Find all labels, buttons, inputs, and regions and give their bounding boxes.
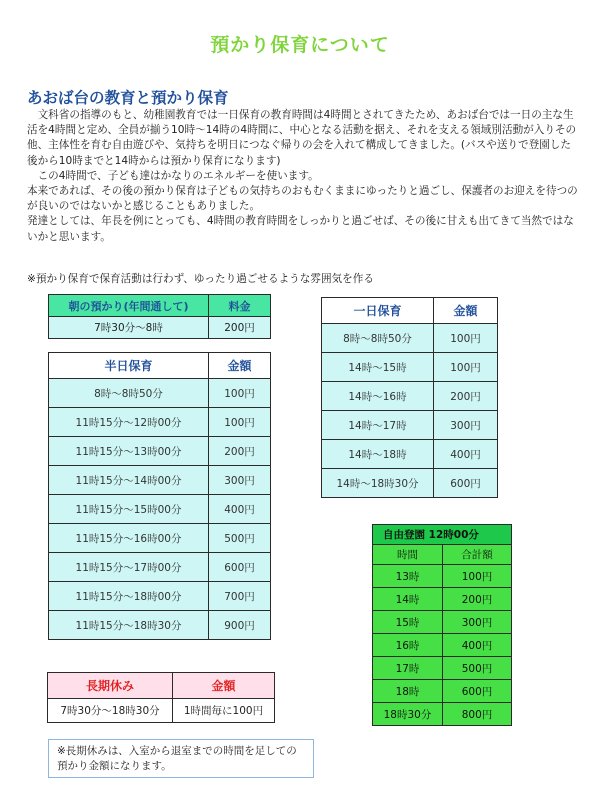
note-bottom: ※長期休みは、入室から退室までの時間を足しての預かり金額になります。 [48, 739, 314, 778]
table-header-cell: 料金 [209, 295, 271, 317]
table-cell-time: 14時〜16時 [322, 382, 434, 411]
table-cell-time: 17時 [373, 657, 443, 680]
table-cell-time: 18時30分 [373, 703, 443, 726]
table-cell-price: 100円 [443, 565, 512, 588]
table-row [322, 469, 498, 498]
table-cell-time: 14時〜15時 [322, 353, 434, 382]
table-header-row [373, 545, 512, 565]
free-attendance-table [372, 524, 512, 726]
table-row [373, 680, 512, 703]
table-cell-time: 11時15分〜16時00分 [49, 524, 209, 553]
morning-care-table [48, 294, 271, 339]
table-cell-price: 600円 [434, 469, 498, 498]
table-header-cell: 時間 [373, 545, 443, 565]
full-day-table [321, 297, 498, 498]
table-header-cell: 朝の預かり(年間通して) [49, 295, 209, 317]
table-row [373, 657, 512, 680]
table-header-cell: 一日保育 [322, 298, 434, 324]
table-row [49, 408, 271, 437]
table-cell-price: 700円 [209, 582, 271, 611]
table-row [373, 565, 512, 588]
table-row [373, 588, 512, 611]
intro-paragraph: 本来であれば、その後の預かり保育は子どもの気持ちのおもむくままにゆったりと過ごし、保護者のお迎えを待つのが良いのではないかと感じることもありました。 [27, 185, 578, 213]
table-header-row [48, 673, 275, 699]
table-row [49, 466, 271, 495]
table-header-cell: 金額 [434, 298, 498, 324]
table-cell-price: 400円 [434, 440, 498, 469]
table-cell-price: 200円 [443, 588, 512, 611]
table-cell-price: 300円 [434, 411, 498, 440]
table-cell-time: 11時15分〜18時00分 [49, 582, 209, 611]
table-cell-price: 600円 [209, 553, 271, 582]
table-row [373, 703, 512, 726]
table-row [322, 440, 498, 469]
table-cell-time: 15時 [373, 611, 443, 634]
table-cell-price: 800円 [443, 703, 512, 726]
table-row [49, 495, 271, 524]
table-header-row [49, 353, 271, 379]
table-cell-time: 11時15分〜18時30分 [49, 611, 209, 640]
table-cell-time: 7時30分〜8時 [49, 317, 209, 339]
section-heading: あおば台の教育と預かり保育 [27, 89, 229, 107]
table-cell-price: 100円 [434, 324, 498, 353]
table-cell-time: 11時15分〜12時00分 [49, 408, 209, 437]
table-row [49, 582, 271, 611]
intro-text [27, 108, 580, 245]
table-row [49, 553, 271, 582]
table-header-row [322, 298, 498, 324]
table-cell-time: 14時〜18時30分 [322, 469, 434, 498]
page-title: 預かり保育について [210, 34, 390, 56]
table-row [49, 379, 271, 408]
table-row [373, 611, 512, 634]
table-title-row [373, 525, 512, 545]
table-row [49, 611, 271, 640]
table-cell-time: 11時15分〜15時00分 [49, 495, 209, 524]
table-cell-time: 16時 [373, 634, 443, 657]
table-cell-time: 14時〜18時 [322, 440, 434, 469]
intro-paragraph: この4時間で、子ども達はかなりのエネルギーを使います。 [37, 169, 319, 182]
table-title: 自由登園 12時00分 [373, 525, 512, 545]
table-cell-price: 200円 [434, 382, 498, 411]
table-row [49, 437, 271, 466]
table-header-cell: 合計額 [443, 545, 512, 565]
table-header-row [49, 295, 271, 317]
table-cell-price: 300円 [443, 611, 512, 634]
table-cell-time: 14時 [373, 588, 443, 611]
table-cell-price: 600円 [443, 680, 512, 703]
table-cell-price: 500円 [209, 524, 271, 553]
table-cell-price: 100円 [434, 353, 498, 382]
long-break-table [47, 672, 275, 723]
table-cell-price: 100円 [209, 379, 271, 408]
table-row [322, 353, 498, 382]
intro-paragraph: 発達としては、年長を例にとっても、4時間の教育時間をしっかりと過ごせば、その後に甘えも出てきて当然ではないかと思います。 [27, 215, 574, 243]
table-cell-time: 11時15分〜14時00分 [49, 466, 209, 495]
table-row [322, 411, 498, 440]
table-row [49, 524, 271, 553]
table-row [373, 634, 512, 657]
table-cell-time: 18時 [373, 680, 443, 703]
table-cell-time: 7時30分〜18時30分 [48, 699, 173, 723]
table-cell-price: 300円 [209, 466, 271, 495]
table-header-cell: 長期休み [48, 673, 173, 699]
table-header-cell: 金額 [209, 353, 271, 379]
table-cell-price: 100円 [209, 408, 271, 437]
table-cell-price: 200円 [209, 437, 271, 466]
table-cell-price: 400円 [209, 495, 271, 524]
table-cell-price: 500円 [443, 657, 512, 680]
table-cell-time: 13時 [373, 565, 443, 588]
table-header-cell: 金額 [173, 673, 275, 699]
half-day-table [48, 352, 271, 640]
table-row [322, 382, 498, 411]
table-cell-time: 11時15分〜13時00分 [49, 437, 209, 466]
intro-paragraph: 文科省の指導のもと、幼稚園教育では一日保育の教育時間は4時間とされてきたため、あおば台では一日の主な生活を4時間と定め、全員が揃う10時〜14時の4時間に、中心となる活動を据え、それを支える領域別活動が入りその他、主体性を育む自由遊びや、気持ちを明日につなぐ帰りの会を入れて構成してきました。(バスや送りで登園した後から10時までと14時からは預かり保育になります) [27, 109, 577, 167]
table-cell-price: 200円 [209, 317, 271, 339]
table-cell-price: 900円 [209, 611, 271, 640]
table-row [49, 317, 271, 339]
table-cell-time: 8時〜8時50分 [322, 324, 434, 353]
table-cell-time: 11時15分〜17時00分 [49, 553, 209, 582]
table-cell-time: 14時〜17時 [322, 411, 434, 440]
table-header-cell: 半日保育 [49, 353, 209, 379]
table-cell-price: 400円 [443, 634, 512, 657]
note-top: ※預かり保育で保育活動は行わず、ゆったり過ごせるような雰囲気を作る [27, 273, 374, 285]
table-cell-time: 8時〜8時50分 [49, 379, 209, 408]
table-cell-price: 1時間毎に100円 [173, 699, 275, 723]
table-row [48, 699, 275, 723]
table-row [322, 324, 498, 353]
